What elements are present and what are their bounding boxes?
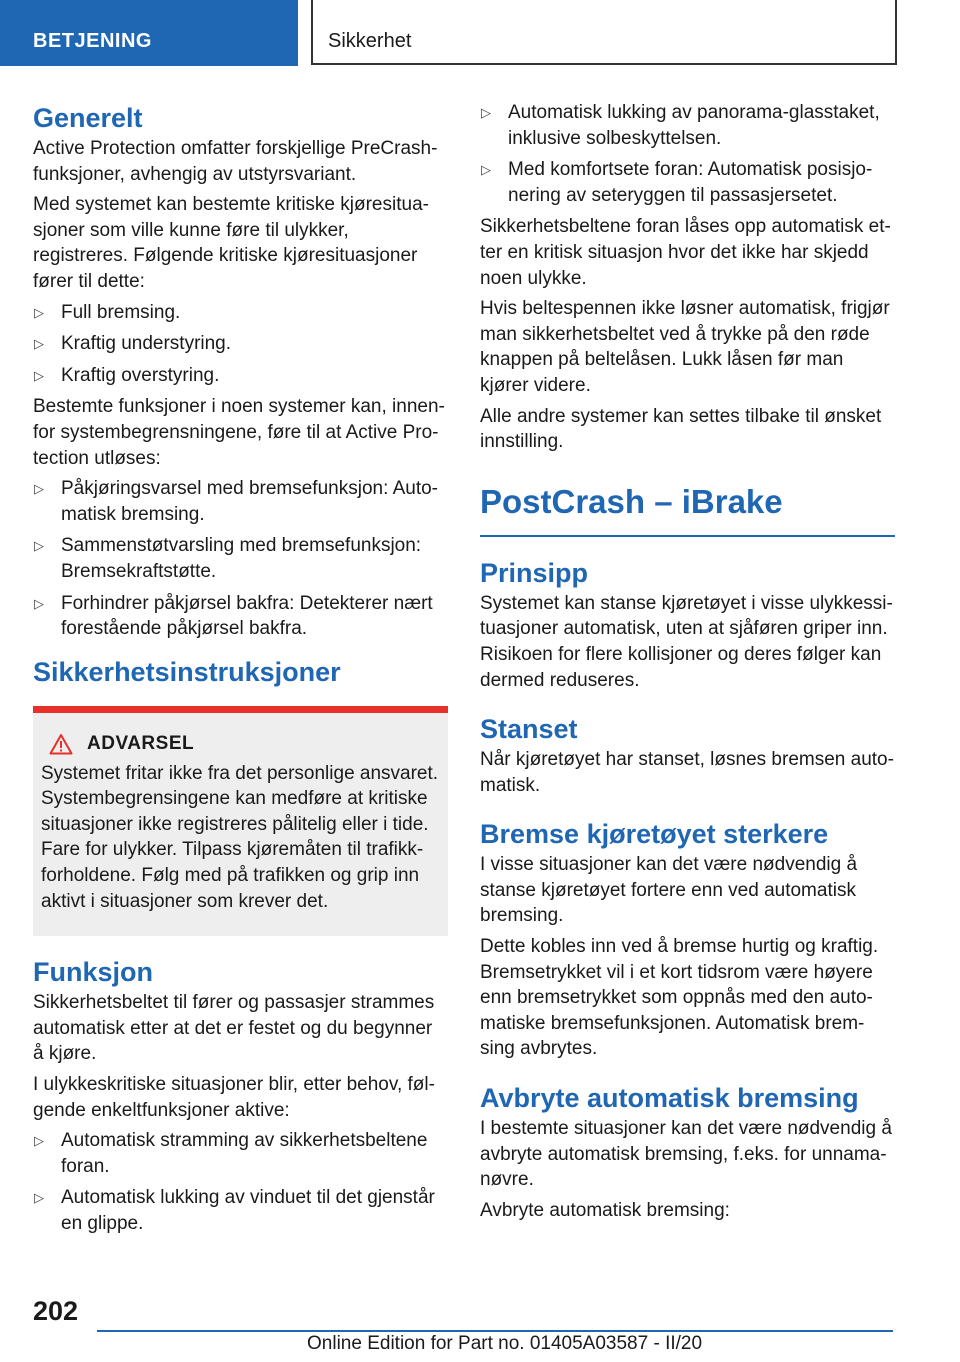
list-item [33,363,448,389]
bremse-paragraph-2: Dette kobles inn ved å bremse hurtig og kraftig. Bremsetrykket vil i et kort tidsrom være høyere enn bremsetrykket som oppnås med den auto-matiske bremsefunksjonen. Automatisk brem-sing avbrytes. [480,936,879,1060]
triangle-bullet-icon: ▷ [34,481,44,497]
section-tab [0,0,298,66]
triangle-bullet-icon: ▷ [34,367,44,383]
triangle-bullet-icon: ▷ [34,1190,44,1206]
avbryte-heading: Avbryte automatisk bremsing [480,1083,859,1114]
list-item-text: Automatisk stramming av sikkerhetsbeltene foran. [61,1130,428,1177]
bremse-paragraph-1: I visse situasjoner kan det være nødvendig å stanse kjøretøyet fortere enn ved automatisk bremsing. [480,854,858,927]
triangle-bullet-icon: ▷ [34,304,44,320]
list-item [480,100,895,151]
generelt-heading: Generelt [33,103,143,133]
active-protection-triggers-list [33,476,448,642]
single-functions-list-continued [480,100,895,208]
triangle-bullet-icon: ▷ [481,162,491,178]
chapter-title: Sikkerhet [328,30,412,52]
warning-title-row [41,733,440,755]
warning-triangle-icon [49,733,73,755]
funksjon-paragraph-1: Sikkerhetsbeltet til fører og passasjer strammes automatisk etter at det er festet og du begynner å kjøre. [33,992,435,1065]
list-item-text: Automatisk lukking av vinduet til det gjenstår en glippe. [61,1187,435,1234]
avbryte-paragraph-2: Avbryte automatisk bremsing: [480,1199,730,1221]
footer-divider [97,1330,893,1332]
list-item [33,533,448,584]
warning-text: Systemet fritar ikke fra det personlige ansvaret. Systembegrensingene kan medføre at kritiske situasjoner ikke registreres pålitelig eller i tide. Fare for ulykker. Tilpass kjøremåten til trafikk-forholdene. Følg med på trafikken og grip inn aktivt i situasjoner som krever det. [41,762,439,912]
triangle-bullet-icon: ▷ [34,538,44,554]
list-item-text: Sammenstøtvarsling med bremsefunksjon: Bremsekraftstøtte. [61,535,422,582]
stanset-paragraph: Når kjøretøyet har stanset, løsnes bremsen auto-matisk. [480,749,894,796]
avbryte-paragraph-1: I bestemte situasjoner kan det være nødvendig å avbryte automatisk bremsing, f.eks. for unnama-nøvre. [480,1118,892,1191]
list-item [33,591,448,642]
safety-heading: Sikkerhetsinstruksjoner [33,656,341,687]
list-item-text: Forhindrer påkjørsel bakfra: Detekterer nært forestående påkjørsel bakfra. [61,592,433,640]
generelt-paragraph-2: Med systemet kan bestemte kritiske kjøresitua-sjoner som ville kunne føre til ulykker, registreres. Følgende kritiske kjøresituasjoner fører til dette: [33,194,429,292]
list-item-text: Kraftig understyring. [61,333,232,355]
warning-title: ADVARSEL [87,732,195,754]
right-paragraph-1: Sikkerhetsbeltene foran låses opp automatisk et-ter en kritisk situasjon hvor det ikke har skjedd noen ulykke. [480,216,891,289]
chapter-tab [311,0,897,65]
list-item [33,1185,448,1236]
single-functions-list [33,1128,448,1236]
prinsipp-paragraph: Systemet kan stanse kjøretøyet i visse ulykkessi-tuasjoner automatisk, uten at sjåføren griper inn. Risikoen for flere kollisjoner og deres følger kan dermed reduseres. [480,592,893,691]
generelt-paragraph-3: Bestemte funksjoner i noen systemer kan, innen-for systembegrensningene, føre til at Active Pro-tection utløses: [33,396,445,469]
list-item-text: Full bremsing. [61,301,181,323]
section-title: BETJENING [33,30,152,52]
critical-situations-list [33,300,448,389]
footer-edition: Online Edition for Part no. 01405A03587 - II/20 [307,1333,703,1354]
generelt-paragraph-1: Active Protection omfatter forskjellige PreCrash-funksjoner, avhengig av utstyrsvariant. [33,138,438,185]
right-paragraph-2: Hvis beltespennen ikke løsner automatisk, frigjør man sikkerhetsbeltet ved å trykke på den røde knappen på beltelåsen. Lukk låsen før man kjører videre. [480,298,890,396]
list-item [33,1128,448,1179]
right-paragraph-3: Alle andre systemer kan settes tilbake til ønsket innstilling. [480,405,882,453]
triangle-bullet-icon: ▷ [34,595,44,611]
funksjon-paragraph-2: I ulykkeskritiske situasjoner blir, etter behov, føl-gende enkeltfunksjoner aktive: [33,1074,435,1121]
list-item-text: Automatisk lukking av panorama-glasstaket, inklusive solbeskyttelsen. [508,102,880,149]
postcrash-heading: PostCrash – iBrake [480,479,895,537]
triangle-bullet-icon: ▷ [34,1133,44,1149]
bremse-heading: Bremse kjøretøyet sterkere [480,819,829,850]
list-item-text: Kraftig overstyring. [61,364,220,386]
triangle-bullet-icon: ▷ [34,336,44,352]
list-item-text: Påkjøringsvarsel med bremsefunksjon: Auto-matisk bremsing. [61,478,438,525]
prinsipp-heading: Prinsipp [480,557,589,588]
list-item [33,476,448,527]
list-item-text: Med komfortsete foran: Automatisk posisjo-nering av seteryggen til passasjersetet. [508,159,873,206]
funksjon-heading: Funksjon [33,957,153,988]
list-item [480,157,895,208]
warning-box [33,706,448,937]
right-column [480,100,895,1228]
list-item [33,300,448,326]
triangle-bullet-icon: ▷ [481,105,491,120]
stanset-heading: Stanset [480,714,578,745]
list-item [33,331,448,357]
left-column [33,100,448,1243]
page-number: 202 [33,1296,79,1326]
